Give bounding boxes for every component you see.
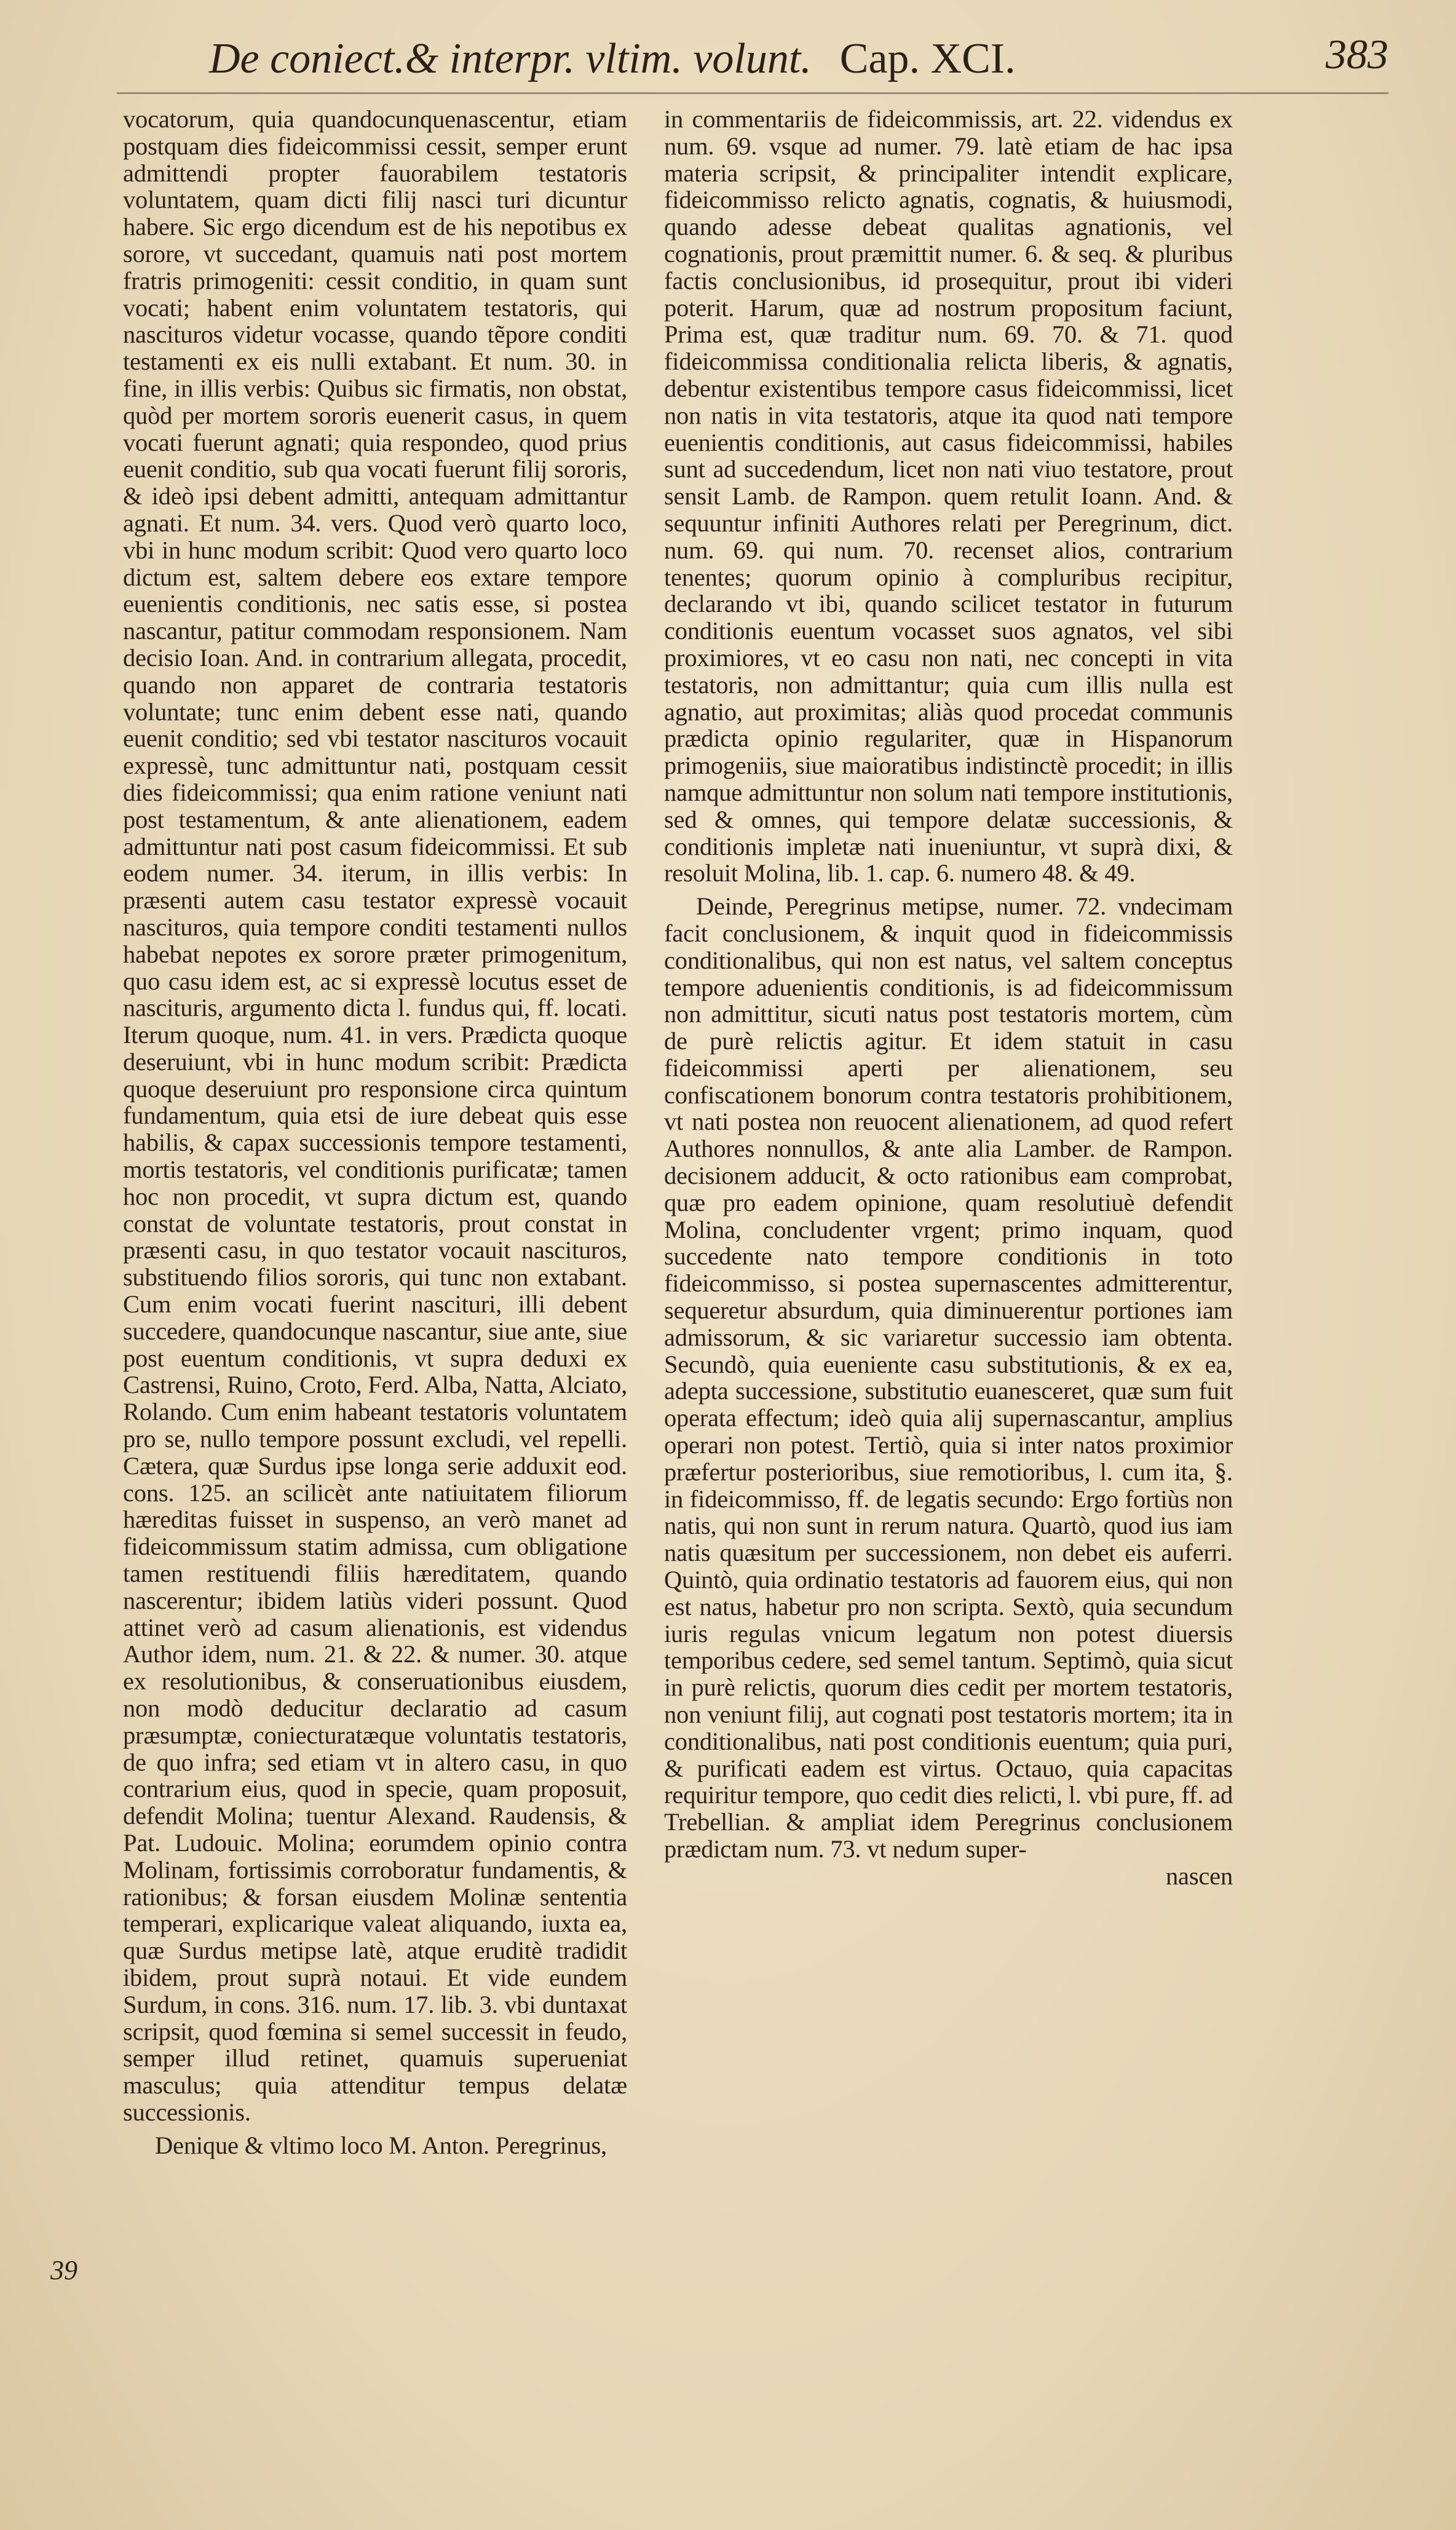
left-paragraph-2: Denique & vltimo loco M. Anton. Peregrinus,	[155, 2131, 607, 2159]
chapter-label: Cap. XCI.	[839, 35, 1016, 82]
catchword: nascen	[1166, 1862, 1233, 1890]
right-paragraph-1: in commentariis de fideicommissis, art. 22. videndus ex num. 69. vsque ad numer. 79. latè etiam de hac ipsa materia scripsit, & principaliter intendit explicare, fideicommisso relicto agnatis, cognatis, & huiusmodi, quando adesse debeat qualitas agnationis, vel cognationis, prout præmittit numer. 6. & seq. & pluribus factis conclusionibus, id prosequitur, prout ibi videri poterit. Harum, quæ ad nostrum propositum faciunt, Prima est, quæ traditur num. 69. 70. & 71. quod fideicommissa conditionalia relicta liberis, & agnatis, debentur existentibus tempore casus fideicommissi, licet non natis in vita testatoris, atque ita quod nati tempore euenientis conditionis, aut casus fideicommissi, habiles sunt ad succedendum, licet non nati viuo testatore, prout sensit Lamb. de Rampon. quem retulit Ioann. And. & sequuntur infiniti Authores relati per Peregrinum, dict. num. 69. qui num. 70. recenset alios, contrarium tenentes; quorum opinio à compluribus recipitur, declarando vt ibi, quando scilicet testator in futurum conditionis euentum vocasset suos agnatos, vel sibi proximiores, vt eo casu non nati, nec concepti in vita testatoris, non admittantur; quia cum illis nulla est agnatio, aut proximitas; aliàs quod procedat communis prædicta opinio regulariter, quæ in Hispanorum primogeniis, siue maioratibus indistinctè procedit; in illis namque admittuntur non solum nati tempore institutionis, sed & omnes, qui tempore delatæ successionis, & conditionis impletæ nati inueniuntur, vt suprà dixi, & resoluit Molina, lib. 1. cap. 6. numero 48. & 49.	[664, 105, 1233, 887]
left-paragraph-1: vocatorum, quia quandocunquenascentur, etiam postquam dies fideicommissi cessit, semper erunt admittendi propter fauorabilem testatoris voluntatem, quam dicti filij nasci turi dicuntur habere. Sic ergo dicendum est de his nepotibus ex sorore, vt succedant, quamuis nati post mortem fratris primogeniti: cessit conditio, in quam sunt vocati; habent enim voluntatem testatoris, qui nascituros videtur vocasse, quando tẽpore conditi testamenti ex eis nulli extabant. Et num. 30. in fine, in illis verbis: Quibus sic firmatis, non obstat, quòd per mortem sororis euenerit casus, in quem vocati fuerunt agnati; quia respondeo, quod prius euenit conditio, sub qua vocati fuerunt filij sororis, & ideò ipsi debent admitti, antequam admittantur agnati. Et num. 34. vers. Quod verò quarto loco, vbi in hunc modum scribit: Quod vero quarto loco dictum est, saltem debere eos extare tempore euenientis conditionis, nec satis esse, si postea nascantur, patitur commodam responsionem. Nam decisio Ioan. And. in contrarium allegata, procedit, quando non apparet de contraria testatoris voluntate; tunc enim debent esse nati, quando euenit conditio; sed vbi testator nascituros vocauit expressè, tunc admittuntur nati, postquam cessit dies fideicommissi; qua enim ratione veniunt nati post testamentum, & ante alienationem, eadem admittuntur nati post casum fideicommissi. Et sub eodem numer. 34. iterum, in illis verbis: In præsenti autem casu testator expressè vocauit nascituros, quia tempore conditi testamenti nullos habebat nepotes ex sorore præter primogenitum, quo casu idem est, ac si expressè locutus esset de nascituris, argumento dicta l. fundus qui, ff. locati. Iterum quoque, num. 41. in vers. Prædicta quoque deseruiunt, vbi in hunc modum scribit: Prædicta quoque deseruiunt pro responsione circa quintum fundamentum, quia etsi de iure debeat quis esse habilis, & capax successionis tempore testamenti, mortis testatoris, vel conditionis purificatæ; tamen hoc non procedit, vt supra dictum est, quando constat de voluntate testatoris, prout constat in præsenti casu, in quo testator vocauit nascituros, substituendo filios sororis, qui tunc non extabant. Cum enim vocati fuerint nascituri, illi debent succedere, quandocunque nascantur, siue ante, siue post euentum conditionis, vt supra deduxi ex Castrensi, Ruino, Croto, Ferd. Alba, Natta, Alciato, Rolando. Cum enim habeant testatoris voluntatem pro se, nullo tempore possunt excludi, vel repelli. Cætera, quæ Surdus ipse longa serie adduxit eod. cons. 125. an scilicèt ante natiuitatem filiorum hæreditas fuisset in suspenso, an verò manet ad fideicommissum statim admissa, cum obligatione tamen restituendi filiis hæreditatem, quando nascerentur; ibidem latiùs videri possunt. Quod attinet verò ad casum alienationis, est videndus Author idem, num. 21. & 22. & numer. 30. atque ex resolutionibus, & conseruationibus eiusdem, non modò deducitur declaratio ad casum præsumptæ, coniecturatæque voluntatis testatoris, de quo infra; sed etiam vt in altero casu, in quo contrarium eius, quod in specie, quam proposuit, defendit Molina; tuentur Alexand. Raudensis, & Pat. Ludouic. Molina; eorumdem opinio contra Molinam, fortissimis corroboratur fundamentis, & rationibus; & forsan eiusdem Molinæ sententia temperari, explicarique valeat aliquando, iuxta ea, quæ Surdus metipse latè, atque eruditè tradidit ibidem, prout suprà notaui. Et vide eundem Surdum, in cons. 316. num. 17. lib. 3. vbi duntaxat scripsit, quod fœmina si semel successit in feudo, semper illud retinet, quamuis superueniat masculus; quia attenditur tempus delatæ successionis.	[123, 105, 627, 2126]
header-rule	[117, 92, 1388, 94]
right-paragraph-2: Deinde, Peregrinus metipse, numer. 72. vndecimam facit conclusionem, & inquit quod in fideicommissis conditionalibus, qui non est natus, vel saltem conceptus tempore aduenientis conditionis, is ad fideicommissum non admittitur, sicuti natus post testatoris mortem, cùm de purè relictis agitur. Et idem statuit in casu fideicommissi aperti per alienationem, seu confiscationem bonorum contra testatoris prohibitionem, vt nati postea non reuocent alienationem, ad quod refert Authores nonnullos, & ante alia Lamber. de Rampon. decisionem adducit, & octo rationibus eam comprobat, quæ pro eadem opinione, quam resolutiuè defendit Molina, concludenter vrgent; primo inquam, quod succedente nato tempore conditionis in toto fideicommisso, si postea supernascentes admitterentur, sequeretur absurdum, quia diminuerentur portiones iam admissorum, & sic variaretur successio iam obtenta. Secundò, quia eueniente casu substitutionis, & ex ea, adepta successione, substitutio euanesceret, quæ sum fuit operata effectum; ideò quia alij supernascantur, amplius operari non potest. Tertiò, quia si inter natos proximior præfertur posterioribus, siue remotioribus, l. cum ita, §. in fideicommisso, ff. de legatis secundo: Ergo fortiùs non natis, qui non sunt in rerum natura. Quartò, quod ius iam natis quæsitum per successionem, non debet eis auferri. Quintò, quia ordinatio testatoris ad fauorem eius, qui non est natus, habetur pro non scripta. Sextò, quia secundum iuris regulas vnicum legatum non potest diuersis temporibus cedere, sed semel tantum. Septimò, quia sicut in purè relictis, quorum dies cedit per mortem testatoris, non veniunt filij, aut cognati post testatoris mortem; ita in conditionalibus, nati post conditionis euentum; quia puri, & purificati eadem est virtus. Octauo, quia capacitas requiritur tempore, quo cedit dies relicti, l. vbi pure, ff. ad Trebellian. & ampliat idem Peregrinus conclusionem prædictam num. 73. vt nedum super-	[664, 892, 1233, 1863]
left-column	[123, 106, 627, 2159]
running-title: De coniect.& interpr. vltim. volunt.	[209, 35, 812, 82]
margin-number: 39	[50, 2255, 77, 2285]
page-number: 383	[1326, 31, 1388, 77]
running-header	[209, 30, 1254, 89]
right-column	[664, 106, 1233, 1890]
